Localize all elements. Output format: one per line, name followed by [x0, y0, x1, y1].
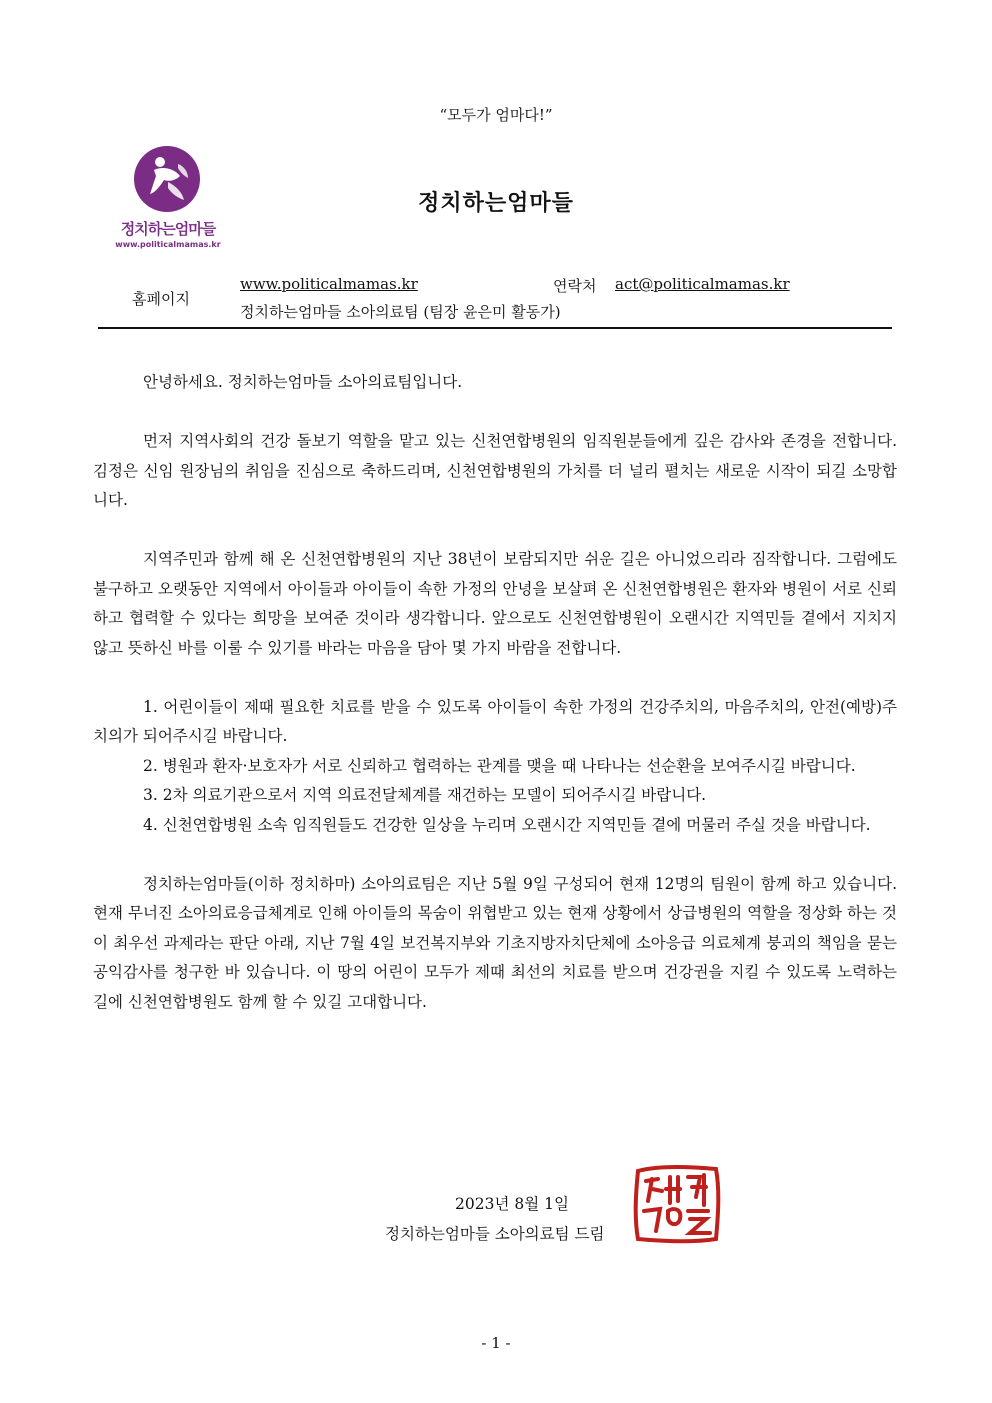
official-seal-icon	[630, 1161, 724, 1245]
wish-item-4: 4. 신천연합병원 소속 임직원들도 건강한 일상을 누리며 오랜시간 지역민들 곁에 머물러 주실 것을 바랍니다.	[143, 815, 871, 834]
wish-item-3: 3. 2차 의료기관으로서 지역 의료전달체계를 재건하는 모델이 되어주시길 바랍니다.	[143, 786, 707, 804]
contact-email-link[interactable]: act@politicalmamas.kr	[615, 275, 790, 293]
letter-date: 2023년 8월 1일	[455, 1195, 569, 1213]
slogan: “모두가 엄마다!”	[439, 106, 553, 124]
wish-item-1: 1. 어린이들이 제때 필요한 치료를 받을 수 있도록 아이들이 속한 가정의 건강주치의, 마음주치의, 안전(예방)주치의가 되어주시길 바랍니다.	[93, 697, 897, 745]
organization-title: 정치하는엄마들	[418, 191, 574, 216]
homepage-link[interactable]: www.politicalmamas.kr	[240, 275, 418, 293]
greeting-paragraph: 안녕하세요. 정치하는엄마들 소아의료팀입니다.	[143, 373, 463, 391]
logo-wordmark: 정치하는엄마들	[120, 220, 216, 238]
team-name: 정치하는엄마들 소아의료팀 (팀장 윤은미 활동가)	[240, 303, 561, 321]
page-number: - 1 -	[481, 1334, 511, 1352]
wish-item-2: 2. 병원과 환자·보호자가 서로 신뢰하고 협력하는 관계를 맺을 때 나타나는 선순환을 보여주시길 바랍니다.	[143, 756, 856, 775]
contact-label: 연락처	[553, 277, 597, 295]
team-introduction-paragraph: 정치하는엄마들(이하 정치하마) 소아의료팀은 지난 5월 9일 구성되어 현재 12명의 팀원이 함께 하고 있습니다. 현재 무너진 소아의료응급체계로 인해 아이들의 목숨이 위협받고 있는 현재 상황에서 상급병원의 역할을 정상화 하는 것이 최우선 과제라는 판단 아래, 지난 7월 4일 보건복지부와 기초지방자치단체에 소아응급 의료체계 붕괴의 책임을 묻는 공익감사를 청구한 바 있습니다. 이 땅의 어린이 모두가 제때 최선의 치료를 받으며 건강권을 지킬 수 있도록 노력하는 길에 신천연합병원도 함께 할 수 있길 고대합니다.	[93, 874, 897, 1011]
letter-body	[93, 368, 897, 1017]
history-paragraph: 지역주민과 함께 해 온 신천연합병원의 지난 38년이 보람되지만 쉬운 길은 아니었으리라 짐작합니다. 그럼에도 불구하고 오랫동안 지역에서 아이들과 아이들이 속한 가정의 안녕을 보살펴 온 신천연합병원은 환자와 병원이 서로 신뢰하고 협력할 수 있다는 희망을 보여준 것이라 생각합니다. 앞으로도 신천연합병원이 오랜시간 지역민들 곁에서 지치지 않고 뜻하신 바를 이룰 수 있기를 바라는 마음을 담아 몇 가지 바람을 전합니다.	[93, 550, 897, 657]
contact-info-block	[98, 272, 892, 329]
congratulation-paragraph: 먼저 지역사회의 건강 돌보기 역할을 맡고 있는 신천연합병원의 임직원분들에게 깊은 감사와 존경을 전합니다. 김정은 신임 원장님의 취임을 진심으로 축하드리며, 신천연합병원의 가치를 더 널리 펼치는 새로운 시작이 되길 소망합니다.	[93, 432, 897, 509]
homepage-label: 홈페이지	[132, 290, 190, 308]
logo-url: www.politicalmamas.kr	[115, 240, 221, 249]
letter-signer: 정치하는엄마들 소아의료팀 드림	[385, 1225, 605, 1243]
